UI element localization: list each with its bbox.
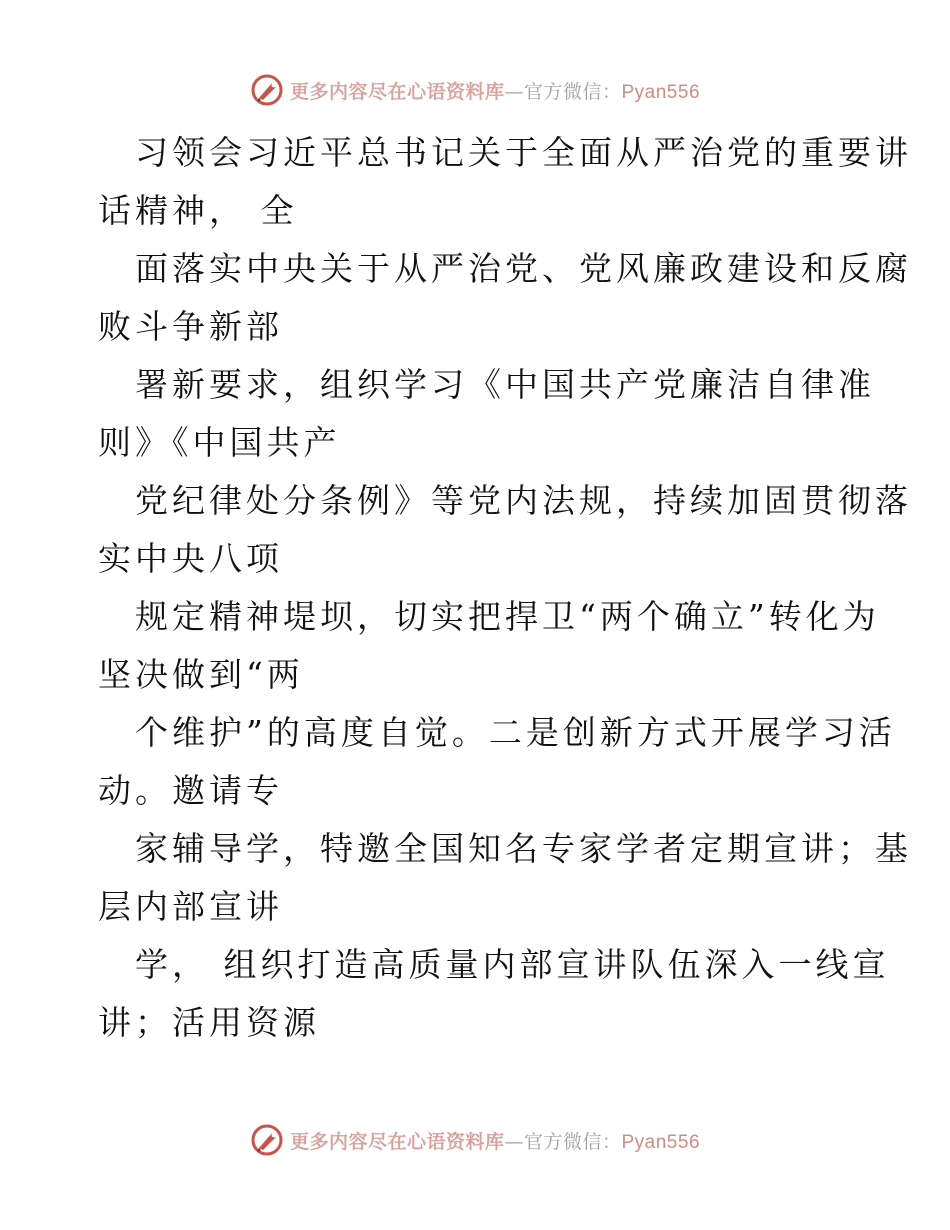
watermark-text: [290, 77, 700, 104]
pen-logo-icon: [250, 73, 284, 107]
watermark-wechat-id: Pyan556: [621, 1131, 701, 1153]
watermark-label: —官方微信：: [504, 1130, 622, 1153]
document-body: [98, 124, 912, 1052]
watermark-label: —官方微信：: [504, 80, 622, 103]
line: 讲；活用资源: [98, 1003, 320, 1042]
line: 动。邀请专: [98, 771, 283, 810]
line: 层内部宣讲: [98, 887, 283, 926]
watermark-site: 更多内容尽在心语资料库: [289, 1130, 505, 1153]
line: 习领会习近平总书记关于全面从严治党的重要讲: [135, 133, 912, 172]
line: 实中央八项: [98, 539, 283, 578]
line: 党纪律处分条例》等党内法规，持续加固贯彻落: [135, 481, 912, 520]
paragraph: [98, 588, 880, 704]
paragraph: [98, 704, 896, 820]
line: 话精神， 全: [98, 191, 298, 230]
line: 署新要求，组织学习《中国共产党廉洁自律准: [135, 365, 875, 404]
watermark-text: [290, 1127, 700, 1154]
pen-logo-icon: [250, 1123, 284, 1157]
paragraph: [98, 820, 912, 936]
line: 面落实中央关于从严治党、党风廉政建设和反腐: [135, 249, 912, 288]
paragraph: [98, 240, 912, 356]
footer-watermark: [0, 1120, 950, 1160]
line: 败斗争新部: [98, 307, 283, 346]
line: 个维护”的高度自觉。二是创新方式开展学习活: [135, 713, 896, 752]
line: 则》《中国共产: [98, 423, 341, 462]
header-watermark: [0, 70, 950, 110]
line: 学， 组织打造高质量内部宣讲队伍深入一线宣: [135, 945, 890, 984]
line: 规定精神堤坝，切实把捍卫“两个确立”转化为: [135, 597, 880, 636]
paragraph: [98, 936, 890, 1052]
watermark-site: 更多内容尽在心语资料库: [289, 80, 505, 103]
paragraph: [98, 356, 875, 472]
line: 家辅导学，特邀全国知名专家学者定期宣讲；基: [135, 829, 912, 868]
paragraph: [98, 472, 912, 588]
watermark-wechat-id: Pyan556: [621, 81, 701, 103]
line: 坚决做到“两: [98, 655, 304, 694]
paragraph: [98, 124, 912, 240]
